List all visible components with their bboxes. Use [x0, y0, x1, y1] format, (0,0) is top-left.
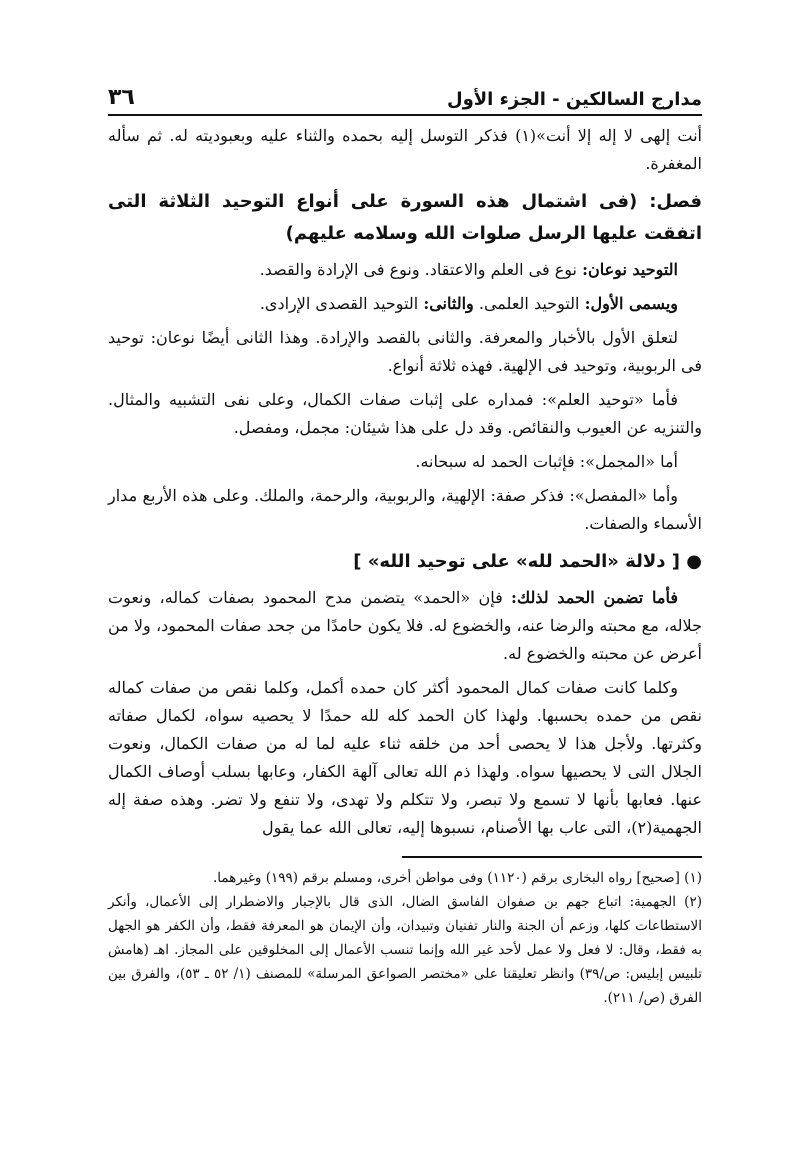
- paragraph-9: وكلما كانت صفات كمال المحمود أكثر كان حمده أكمل، وكلما نقص من صفات كماله نقص من حمده بحسبها. ولهذا كان الحمد كله لله حمدًا لا يحصيه سواه، لكمال صفاته وكثرتها. ولأجل هذا لا يحصى أحد من خلقه ثناء عليه لما له من صفات الكمال، ونعوت الجلال التى لا يحصيها سواه. ولهذا ذم الله تعالى آلهة الكفار، وعابها بسلب أوصاف الكمال عنها. فعابها بأنها لا تسمع ولا تبصر، ولا تتكلم ولا تهدى، ولا تنفع ولا تضر. وهذه صفة إله الجهمية(٢)، التى عاب بها الأصنام، نسبوها إليه، تعالى الله عما يقول: [108, 678, 702, 837]
- text-run: نوع فى العلم والاعتقاد. ونوع فى الإرادة والقصد.: [259, 260, 583, 279]
- section-heading: فصل: (فى اشتمال هذه السورة على أنواع التوحيد الثلاثة التى اتفقت عليها الرسل صلوات الله وسلامه عليهم): [108, 191, 702, 244]
- text-run: التوحيد العلمى.: [473, 294, 585, 313]
- main-text: [108, 122, 702, 848]
- paragraph-6: أما «المجمل»: فإثبات الحمد له سبحانه.: [415, 452, 678, 471]
- footnotes: [108, 866, 702, 1010]
- text-run: فإن «الحمد» يتضمن مدح المحمود بصفات كماله، ونعوت جلاله، مع محبته والرضا عنه، والخضوع له. فلا يكون حامدًا من جحد صفات المحمود، ولا من أعرض عن محبته والخضوع له.: [108, 588, 702, 663]
- bold-lead: ويسمى الأول:: [584, 294, 678, 313]
- paragraph-4: لتعلق الأول بالأخبار والمعرفة. والثانى بالقصد والإرادة. وهذا الثانى أيضًا نوعان: توحيد فى الربوبية، وتوحيد فى الإلهية. فهذه ثلاثة أنواع.: [108, 328, 702, 375]
- footnote-divider: [402, 856, 702, 858]
- bold-lead: فأما تضمن الحمد لذلك:: [511, 588, 679, 607]
- paragraph-8: [108, 584, 702, 668]
- footnote-2: (٢) الجهمية: اتباع جهم بن صفوان الفاسق الضال، الذى قال بالإجبار والاضطرار إلى الأعمال، وأنكر الاستطاعات كلها، وزعم أن الجنة والنار تفنيان وتبيدان، وأن الإيمان هو المعرفة فقط، وأن الكفر هو الجهل به فقط، وقال: لا فعل ولا عمل لأحد غير الله وإنما تنسب الأعمال إلى المخلوقين على المجاز. اهـ (هامش تلبيس إبليس: ص/٣٩) وانظر تعليقنا على «مختصر الصواعق المرسلة» للمصنف (١/ ٥٢ ـ ٥٣)، والفرق بين الفرق (ص/ ٢١١).: [108, 894, 703, 1006]
- running-title: مدارج السالكين - الجزء الأول: [446, 89, 702, 110]
- paragraph-3: [108, 290, 702, 318]
- bold-lead-2: والثانى:: [423, 294, 474, 313]
- paragraph-5: فأما «توحيد العلم»: فمداره على إثبات صفات الكمال، وعلى نفى التشبيه والمثال. والتنزيه عن العيوب والنقائص. وقد دل على هذا شيئان: مجمل، ومفصل.: [108, 390, 702, 437]
- page-number: ٣٦: [108, 85, 135, 110]
- text-run: التوحيد القصدى الإرادى.: [259, 294, 424, 313]
- running-header: [108, 78, 702, 116]
- paragraph-2: [108, 256, 702, 284]
- footnote-1: (١) [صحيح] رواه البخارى برقم (١١٢٠) وفى مواطن أخرى، ومسلم برقم (١٩٩) وغيرهما.: [212, 870, 702, 886]
- bold-lead: التوحيد نوعان:: [582, 260, 678, 279]
- paragraph-1: أنت إلهى لا إله إلا أنت»(١) فذكر التوسل إليه بحمده والثناء عليه وبعبوديته له. ثم سأله المغفرة.: [108, 126, 702, 173]
- subheading: ● [ دلالة «الحمد لله» على توحيد الله» ]: [353, 551, 702, 572]
- paragraph-7: وأما «المفصل»: فذكر صفة: الإلهية، والربوبية، والرحمة، والملك. وعلى هذه الأربع مدار الأسماء والصفات.: [108, 486, 702, 533]
